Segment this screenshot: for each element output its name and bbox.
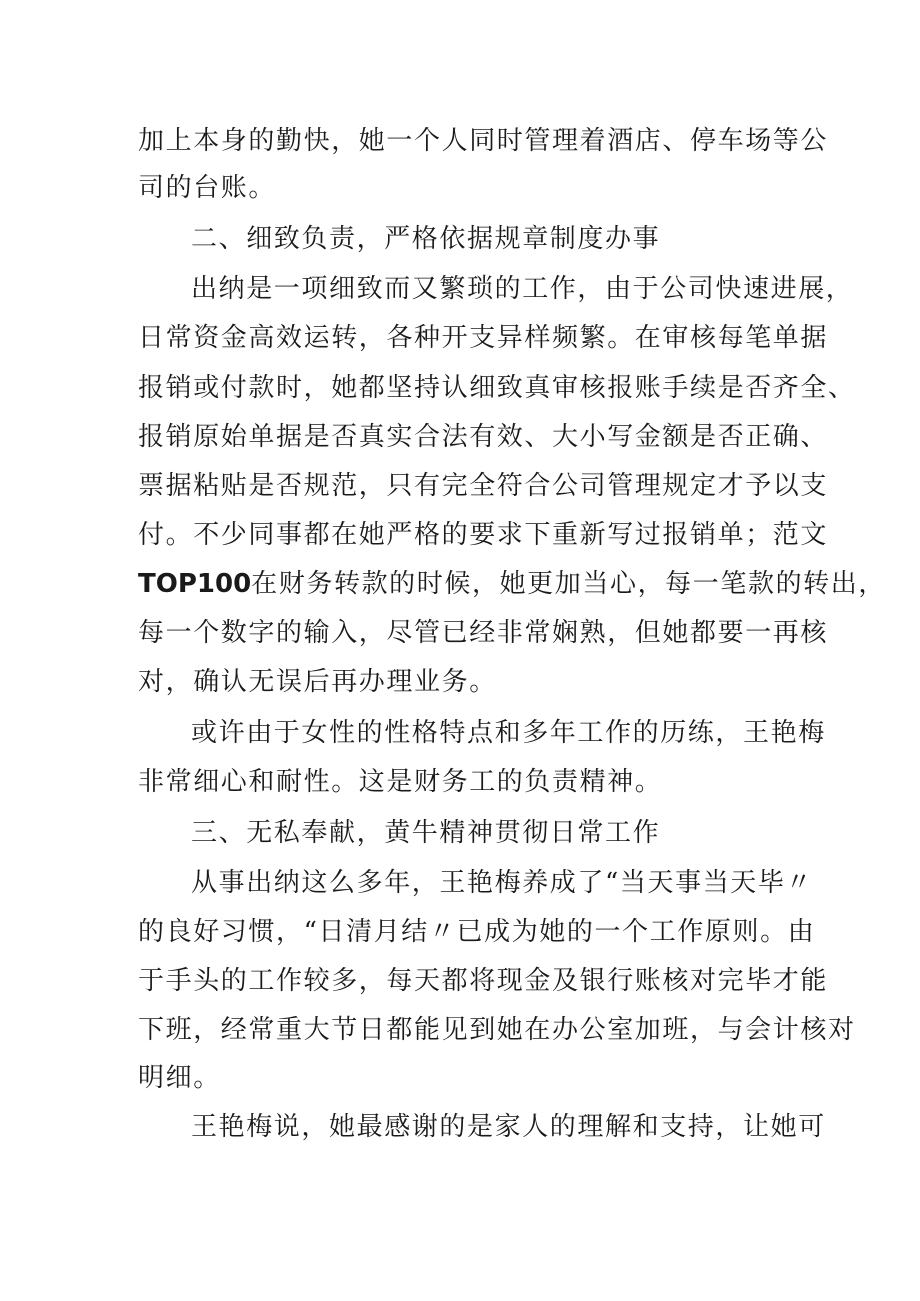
text-line: 于手头的工作较多，每天都将现金及银行账核对完毕才能 xyxy=(138,966,829,996)
text-line: 司的台账。 xyxy=(138,173,277,203)
text-line: 报销原始单据是否真实合法有效、大小写金额是否正确、 xyxy=(138,422,829,452)
text-line: 票据粘贴是否规范，只有完全符合公司管理规定才予以支 xyxy=(138,471,829,501)
text-line-with-bold xyxy=(138,567,886,601)
text-line: 从事出纳这么多年，王艳梅养成了“当天事当天毕〃 xyxy=(191,868,814,898)
text-line: 或许由于女性的性格特点和多年工作的历练，王艳梅 xyxy=(191,718,826,748)
text-segment: 在财务转款的时候，她更加当心，每一笔款的转出， xyxy=(251,569,886,599)
section-heading: 二、细致负责，严格依据规章制度办事 xyxy=(191,224,661,254)
text-line: 下班，经常重大节日都能见到她在办公室加班，与会计核对 xyxy=(138,1015,856,1045)
text-line: 报销或付款时，她都坚持认细致真审核报账手续是否齐全、 xyxy=(138,373,856,403)
text-line: 出纳是一项细致而又繁琐的工作，由于公司快速进展， xyxy=(191,274,854,304)
text-line: 对，确认无误后再办理业务。 xyxy=(138,667,497,697)
text-line: 每一个数字的输入，尽管已经非常娴熟，但她都要一再核 xyxy=(138,618,829,648)
text-line: 王艳梅说，她最感谢的是家人的理解和支持，让她可 xyxy=(191,1112,826,1142)
text-line: 付。不少同事都在她严格的要求下重新写过报销单；范文 xyxy=(138,520,829,550)
text-line: 的良好习惯，“日清月结〃已成为她的一个工作原则。由 xyxy=(138,917,816,947)
text-line: 日常资金高效运转，各种开支异样频繁。在审核每笔单据 xyxy=(138,323,829,353)
text-line: 非常细心和耐性。这是财务工的负责精神。 xyxy=(138,767,663,797)
text-line: 加上本身的勤快，她一个人同时管理着酒店、停车场等公 xyxy=(138,126,829,156)
section-heading: 三、无私奉献，黄牛精神贯彻日常工作 xyxy=(191,818,661,848)
bold-inline-text: TOP100 xyxy=(138,569,252,599)
text-line: 明细。 xyxy=(138,1063,221,1093)
